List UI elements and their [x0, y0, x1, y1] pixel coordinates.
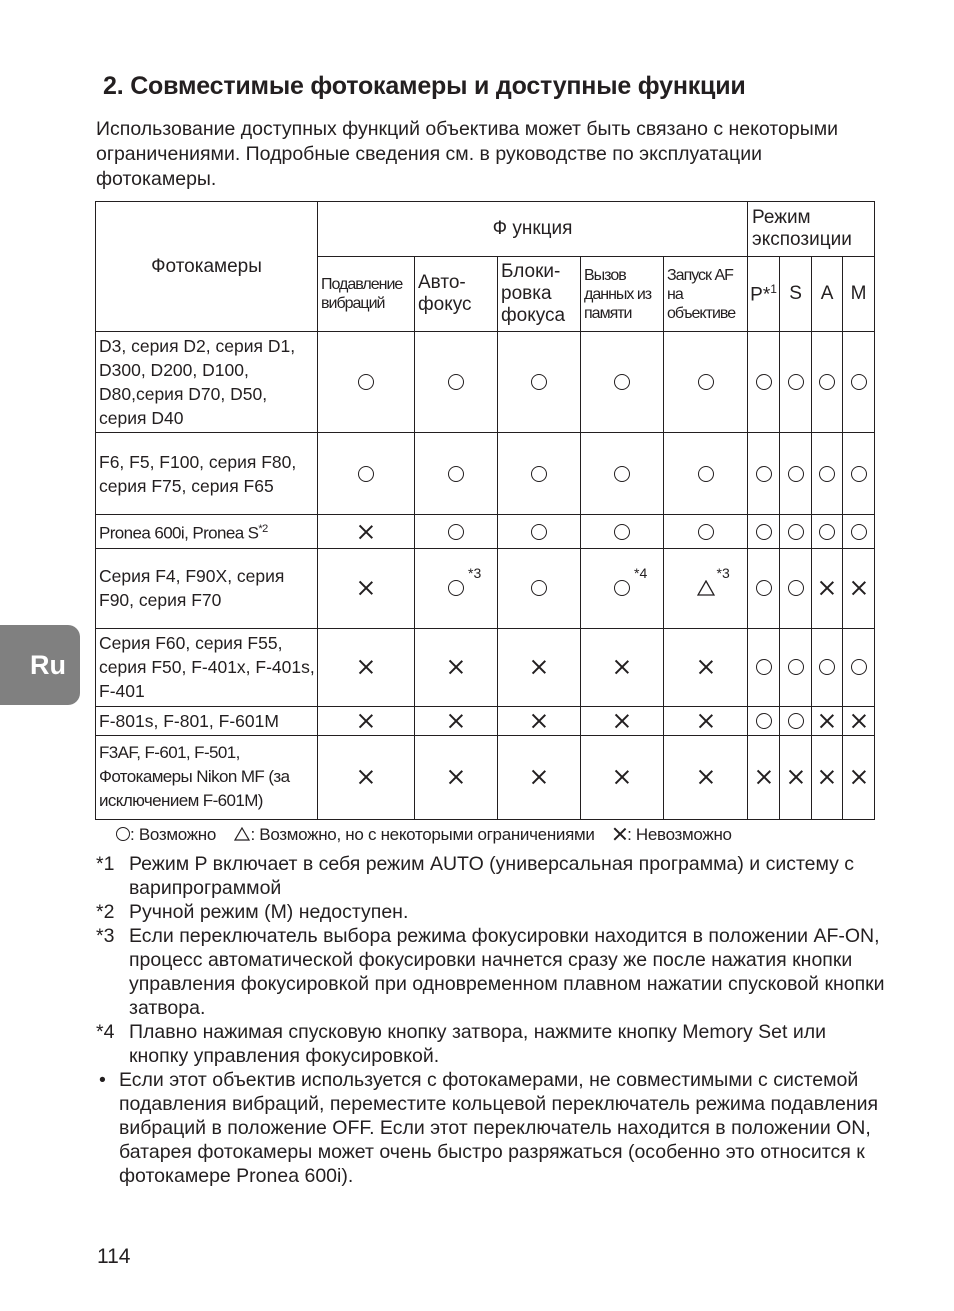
header-cameras: Фотокамеры [96, 202, 318, 332]
cell-af-start [664, 515, 748, 549]
footnote-ref: *4 [634, 564, 648, 581]
cross-icon [851, 713, 867, 729]
table-row [96, 706, 875, 735]
cell-autofocus [415, 548, 498, 628]
circle-icon [819, 659, 835, 675]
cell-mode-a [812, 433, 843, 515]
cell-mode-a [812, 628, 843, 706]
cell-mode-s [780, 628, 812, 706]
header-memory-recall: Вызов данных из памяти [581, 257, 664, 332]
triangle-icon [697, 580, 715, 596]
cross-icon [614, 713, 630, 729]
cross-icon [531, 713, 547, 729]
cross-icon [358, 524, 374, 540]
cell-mode-m [843, 735, 875, 819]
footnote-2: *2 Ручной режим (M) недоступен. [96, 901, 409, 923]
camera-name: F3AF, F-601, F-501, Фотокамеры Nikon MF (за исключением F-601M) [96, 735, 318, 819]
table-row [96, 515, 875, 549]
cell-memory-recall [581, 332, 664, 433]
cell-focus-lock [498, 332, 581, 433]
circle-icon [614, 466, 630, 482]
cell-af-start [664, 706, 748, 735]
cell-mode-a [812, 332, 843, 433]
cell-af-start [664, 332, 748, 433]
cross-icon [788, 769, 804, 785]
language-tab: Ru [0, 625, 80, 705]
cell-memory-recall [581, 433, 664, 515]
header-mode-s: S [780, 257, 812, 332]
cross-icon [614, 769, 630, 785]
camera-name: D3, серия D2, серия D1, D300, D200, D100, D80,серия D70, D50, серия D40 [96, 332, 318, 433]
circle-icon [448, 466, 464, 482]
cell-mode-m [843, 515, 875, 549]
table-row [96, 735, 875, 819]
header-mode-m: M [843, 257, 875, 332]
legend-possible: : Возможно [116, 825, 216, 845]
circle-icon [788, 374, 804, 390]
cell-focus-lock [498, 706, 581, 735]
circle-icon [448, 524, 464, 540]
cell-autofocus [415, 735, 498, 819]
header-function: Ф ункция [318, 202, 748, 257]
circle-icon [756, 374, 772, 390]
cell-autofocus [415, 628, 498, 706]
cross-icon [698, 713, 714, 729]
cross-icon [698, 769, 714, 785]
symbol-legend [116, 825, 732, 845]
cell-mode-p [748, 706, 780, 735]
circle-icon [531, 524, 547, 540]
cell-vr [318, 628, 415, 706]
cell-vr [318, 433, 415, 515]
cross-icon [819, 580, 835, 596]
cell-mode-m [843, 628, 875, 706]
circle-icon [531, 374, 547, 390]
circle-icon [788, 713, 804, 729]
circle-icon [698, 524, 714, 540]
cross-icon [358, 713, 374, 729]
cell-vr [318, 515, 415, 549]
header-af-start: Запуск AF на объективе [664, 257, 748, 332]
circle-icon [756, 580, 772, 596]
cross-icon [698, 659, 714, 675]
circle-icon [614, 524, 630, 540]
cell-memory-recall [581, 706, 664, 735]
cell-mode-s [780, 332, 812, 433]
header-vibration-reduction: Подавление вибраций [318, 257, 415, 332]
camera-name: Серия F60, серия F55, серия F50, F-401x, F-401s, F-401 [96, 628, 318, 706]
footnote-ref: *3 [468, 564, 482, 581]
cross-icon [531, 659, 547, 675]
cell-mode-a [812, 548, 843, 628]
cell-af-start [664, 433, 748, 515]
page-number: 114 [97, 1245, 131, 1268]
table-row [96, 548, 875, 628]
cell-vr [318, 735, 415, 819]
cell-focus-lock [498, 628, 581, 706]
cross-icon [851, 580, 867, 596]
cell-mode-s [780, 433, 812, 515]
cell-focus-lock [498, 735, 581, 819]
cell-af-start [664, 548, 748, 628]
circle-icon [819, 524, 835, 540]
cell-vr [318, 706, 415, 735]
table-row [96, 332, 875, 433]
bullet-icon: • [99, 1069, 106, 1091]
cell-autofocus [415, 515, 498, 549]
cross-icon [613, 827, 627, 841]
cell-focus-lock [498, 548, 581, 628]
cell-focus-lock [498, 433, 581, 515]
cell-memory-recall [581, 515, 664, 549]
circle-icon [788, 659, 804, 675]
circle-icon [851, 374, 867, 390]
circle-icon [358, 466, 374, 482]
header-mode-p: P*$^1$ [748, 257, 780, 332]
footnote-3: *3 Если переключатель выбора режима фокусировки находится в положении AF-ON, процесс автоматической фокусировки начнется сразу же после нажатия кнопки управления фокусировкой при одновременном плавном нажатии спусковой кнопки затвора. [96, 925, 885, 1019]
cell-autofocus [415, 433, 498, 515]
cell-vr [318, 332, 415, 433]
cell-memory-recall [581, 548, 664, 628]
cell-mode-s [780, 515, 812, 549]
footnote-ref: *3 [716, 564, 730, 581]
circle-icon [116, 827, 130, 841]
section-title: 2. Совместимые фотокамеры и доступные функции [103, 72, 746, 100]
compatibility-table [95, 201, 875, 820]
circle-icon [698, 374, 714, 390]
cell-mode-p [748, 628, 780, 706]
cell-memory-recall [581, 735, 664, 819]
circle-icon [756, 659, 772, 675]
table-row [96, 433, 875, 515]
triangle-icon [234, 827, 250, 841]
cell-mode-p [748, 515, 780, 549]
cell-mode-a [812, 735, 843, 819]
circle-icon [819, 374, 835, 390]
circle-icon [698, 466, 714, 482]
cell-mode-p [748, 548, 780, 628]
cross-icon [614, 659, 630, 675]
circle-icon [851, 466, 867, 482]
bullet-note: • Если этот объектив используется с фотокамерами, не совместимыми с системой подавления вибраций, переместите кольцевой переключатель режима подавления вибраций в положение OFF. Если этот переключатель находится в положении ON, батарея фотокамеры может очень быстро разряжаться (особенно это относится к фотокамере Pronea 600i). [96, 1068, 886, 1188]
cross-icon [756, 769, 772, 785]
circle-icon [358, 374, 374, 390]
camera-name: Pronea 600i, Pronea $S^{*2}$ [96, 515, 318, 549]
circle-icon [531, 580, 547, 596]
cross-icon [531, 769, 547, 785]
footnote-4: *4 Плавно нажимая спусковую кнопку затвора, нажмите кнопку Memory Set или кнопку управления фокусировкой. [96, 1021, 826, 1067]
cell-mode-p [748, 332, 780, 433]
cell-af-start [664, 628, 748, 706]
camera-name: Серия F4, F90X, серия F90, серия F70 [96, 548, 318, 628]
cell-mode-s [780, 706, 812, 735]
footnotes [96, 852, 886, 1188]
cell-vr [318, 548, 415, 628]
circle-icon [851, 659, 867, 675]
table-row [96, 628, 875, 706]
circle-icon [851, 524, 867, 540]
circle-icon [756, 713, 772, 729]
intro-paragraph: Использование доступных функций объектива может быть связано с некоторыми ограничениями. Подробные сведения см. в руководстве по эксплуатации фотокамеры. [96, 118, 839, 190]
cell-mode-p [748, 735, 780, 819]
cross-icon [819, 769, 835, 785]
camera-name: F-801s, F-801, F-601M [96, 706, 318, 735]
circle-icon [756, 524, 772, 540]
circle-icon [788, 524, 804, 540]
circle-icon [819, 466, 835, 482]
legend-impossible: : Невозможно [613, 825, 732, 845]
circle-icon [531, 466, 547, 482]
camera-name: F6, F5, F100, серия F80, серия F75, серия F65 [96, 433, 318, 515]
cross-icon [448, 769, 464, 785]
legend-limited: : Возможно, но с некоторыми ограничениями [234, 825, 594, 845]
circle-icon [614, 374, 630, 390]
cell-mode-s [780, 735, 812, 819]
cell-mode-m [843, 706, 875, 735]
cross-icon [448, 713, 464, 729]
cell-mode-m [843, 548, 875, 628]
cross-icon [851, 769, 867, 785]
cross-icon [358, 659, 374, 675]
circle-icon [788, 580, 804, 596]
cell-mode-s [780, 548, 812, 628]
cell-af-start [664, 735, 748, 819]
cell-memory-recall [581, 628, 664, 706]
circle-icon [788, 466, 804, 482]
header-focus-lock: Блоки-ровка фокуса [498, 257, 581, 332]
circle-icon [448, 580, 464, 596]
cell-mode-p [748, 433, 780, 515]
cross-icon [358, 769, 374, 785]
header-autofocus: Авто-фокус [415, 257, 498, 332]
circle-icon [756, 466, 772, 482]
cell-mode-a [812, 706, 843, 735]
cross-icon [448, 659, 464, 675]
header-mode-a: A [812, 257, 843, 332]
cell-autofocus [415, 706, 498, 735]
circle-icon [614, 580, 630, 596]
cell-autofocus [415, 332, 498, 433]
header-exposure-mode: Режим экспозиции [748, 202, 875, 257]
cross-icon [358, 580, 374, 596]
footnote-1: *1 Режим P включает в себя режим AUTO (универсальная программа) и систему с варипрограммой [96, 853, 855, 899]
circle-icon [448, 374, 464, 390]
cell-focus-lock [498, 515, 581, 549]
cell-mode-a [812, 515, 843, 549]
cell-mode-m [843, 332, 875, 433]
cell-mode-m [843, 433, 875, 515]
cross-icon [819, 713, 835, 729]
